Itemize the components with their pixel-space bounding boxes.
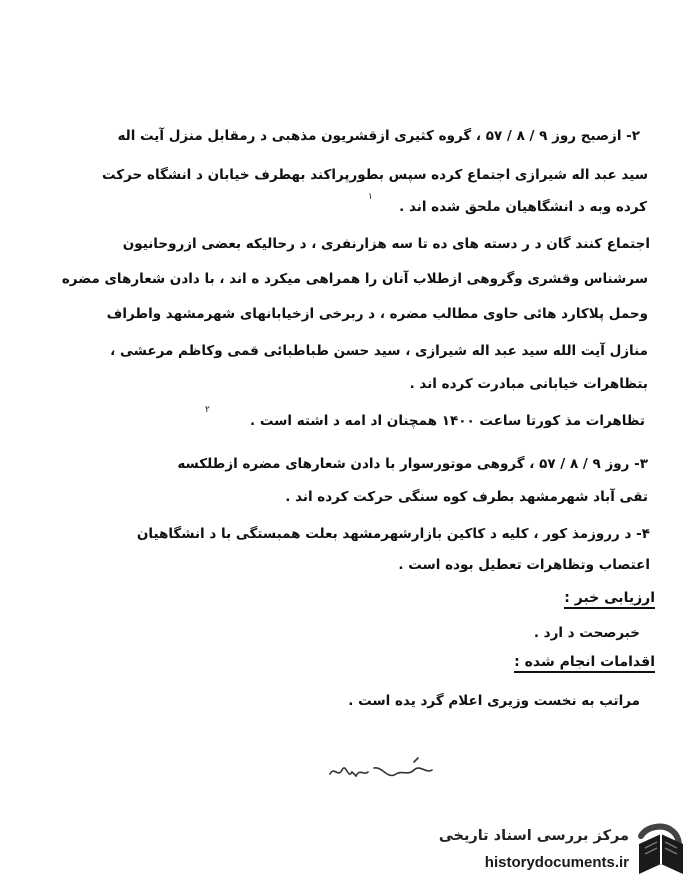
archive-footer xyxy=(410,822,695,882)
paragraph-2-line-7: منازل آیت الله سید عبد اله شیرازی ، سید حسن طباطبائی قمی وکاظم مرعشی ، xyxy=(110,343,648,359)
evaluation-text: خبرصحت د ارد . xyxy=(533,625,640,641)
paragraph-2-line-1: ۲- ازصبح روز ۹ / ۸ / ۵۷ ، گروه کثیری ازقشریون مذهبی د رمقابل منزل آیت اله xyxy=(117,128,640,144)
paragraph-2-line-5: سرشناس وقشری وگروهی ازطلاب آنان را همراهی میکرد ه اند ، با دادن شعارهای مضره xyxy=(61,271,648,287)
actions-text: مراتب به نخست وزیری اعلام گرد یده است . xyxy=(348,693,640,709)
archive-title: مرکز بررسی اسناد تاریخی xyxy=(438,828,629,844)
paragraph-3-line-1: ۳- روز ۹ / ۸ / ۵۷ ، گروهی موتورسوار با دادن شعارهای مضره ازطلکسه xyxy=(177,456,648,472)
evaluation-heading: ارزیابی خبر : xyxy=(564,590,655,609)
paragraph-3-line-2: تقی آباد شهرمشهد بطرف کوه سنگی حرکت کرده اند . xyxy=(285,489,648,505)
actions-heading: اقدامات انجام شده : xyxy=(514,654,655,673)
paragraph-2-line-9: تظاهرات مذ کورتا ساعت ۱۴۰۰ همچنان اد امه د اشته است . xyxy=(250,413,645,429)
paragraph-2-line-8: بتظاهرات خیابانی مبادرت کرده اند . xyxy=(409,376,648,392)
paragraph-2-line-4: اجتماع کنند گان د ر دسته های ده تا سه هزارنفری ، د رحالیکه بعضی ازروحانیون xyxy=(122,236,650,252)
paragraph-2-line-2: سید عبد اله شیرازی اجتماع کرده سپس بطورپراکند بهطرف خیابان د انشگاه حرکت xyxy=(102,167,648,183)
paragraph-4-line-2: اعتصاب وتظاهرات تعطیل بوده است . xyxy=(398,557,650,573)
paragraph-2-line-3: کرده وبه د انشگاهیان ملحق شده اند . xyxy=(399,199,647,215)
footnote-marker-1: ۱ xyxy=(368,192,373,202)
footnote-marker-2: ۲ xyxy=(205,405,210,415)
paragraph-2-line-6: وحمل پلاکارد هائی حاوی مطالب مضره ، د ربرخی ازخیابانهای شهرمشهد واطراف xyxy=(106,306,648,322)
signature-icon xyxy=(322,750,452,790)
open-book-logo-icon xyxy=(633,822,689,880)
archive-url[interactable]: historydocuments.ir xyxy=(484,854,629,871)
paragraph-4-line-1: ۴- د رروزمذ کور ، کلیه د کاکین بازارشهرمشهد بعلت همبستگی با د انشگاهیان xyxy=(136,526,650,542)
